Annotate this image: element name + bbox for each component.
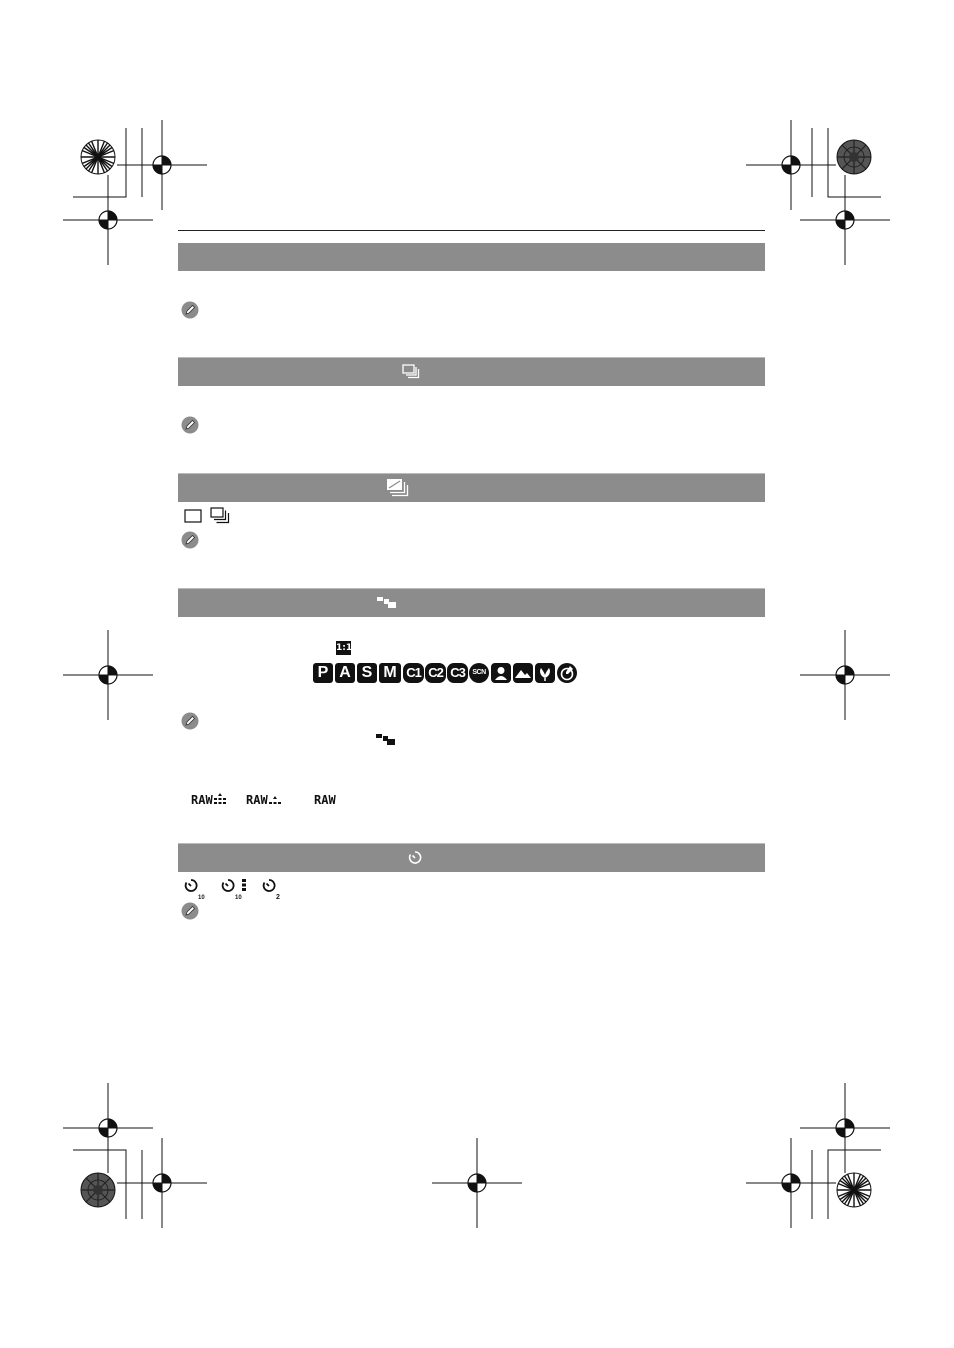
self-timer-icon <box>221 878 235 893</box>
note-icon <box>181 301 199 319</box>
burst-icon <box>402 363 420 379</box>
section-header-bar-self-timer <box>178 844 765 872</box>
mode-c3-icon: C3 <box>447 663 468 683</box>
fine-quality-icon <box>213 793 227 805</box>
mode-c2-icon: C2 <box>425 663 446 683</box>
mode-p-icon: P <box>313 663 333 683</box>
section-header-bar-auto-bracket <box>178 474 765 502</box>
section-header-bar <box>178 243 765 271</box>
self-timer-10-icon: 10 <box>184 878 205 894</box>
burst-icon <box>210 507 230 524</box>
note-icon <box>181 902 199 920</box>
section-header-bar-aspect-bracket <box>178 589 765 617</box>
standard-quality-icon <box>268 793 282 805</box>
scenery-mode-icon <box>513 663 533 683</box>
aspect-ratio-icon <box>336 641 351 655</box>
single-shot-icon <box>184 509 202 523</box>
top-rule <box>178 230 765 231</box>
my-color-mode-icon <box>557 663 577 683</box>
auto-bracket-icon <box>386 478 410 497</box>
note-icon <box>181 531 199 549</box>
note-icon <box>181 712 199 730</box>
mode-scn-icon: SCN <box>469 663 489 683</box>
self-timer-10-burst-icon: 10 <box>221 878 247 894</box>
mode-s-icon: S <box>357 663 377 683</box>
aspect-bracket-icon <box>376 596 398 610</box>
note-icon <box>181 416 199 434</box>
mode-m-icon: M <box>379 663 401 683</box>
mode-a-icon: A <box>335 663 355 683</box>
raw-only-icon: RAW <box>314 793 336 807</box>
burst-count-icon <box>242 878 247 893</box>
self-timer-icon <box>408 850 422 865</box>
self-timer-2-icon: 2 <box>262 878 280 894</box>
aspect-bracket-icon <box>376 734 396 747</box>
self-timer-icon <box>262 878 276 893</box>
mode-c1-icon: C1 <box>403 663 424 683</box>
portrait-mode-icon <box>491 663 511 683</box>
section-header-bar-burst <box>178 358 765 386</box>
aspect-ratio-label: 1:1 <box>336 643 353 653</box>
macro-mode-icon <box>535 663 555 683</box>
raw-fine-icon: RAW <box>191 793 227 807</box>
raw-standard-icon: RAW <box>246 793 282 807</box>
self-timer-icon <box>184 878 198 893</box>
